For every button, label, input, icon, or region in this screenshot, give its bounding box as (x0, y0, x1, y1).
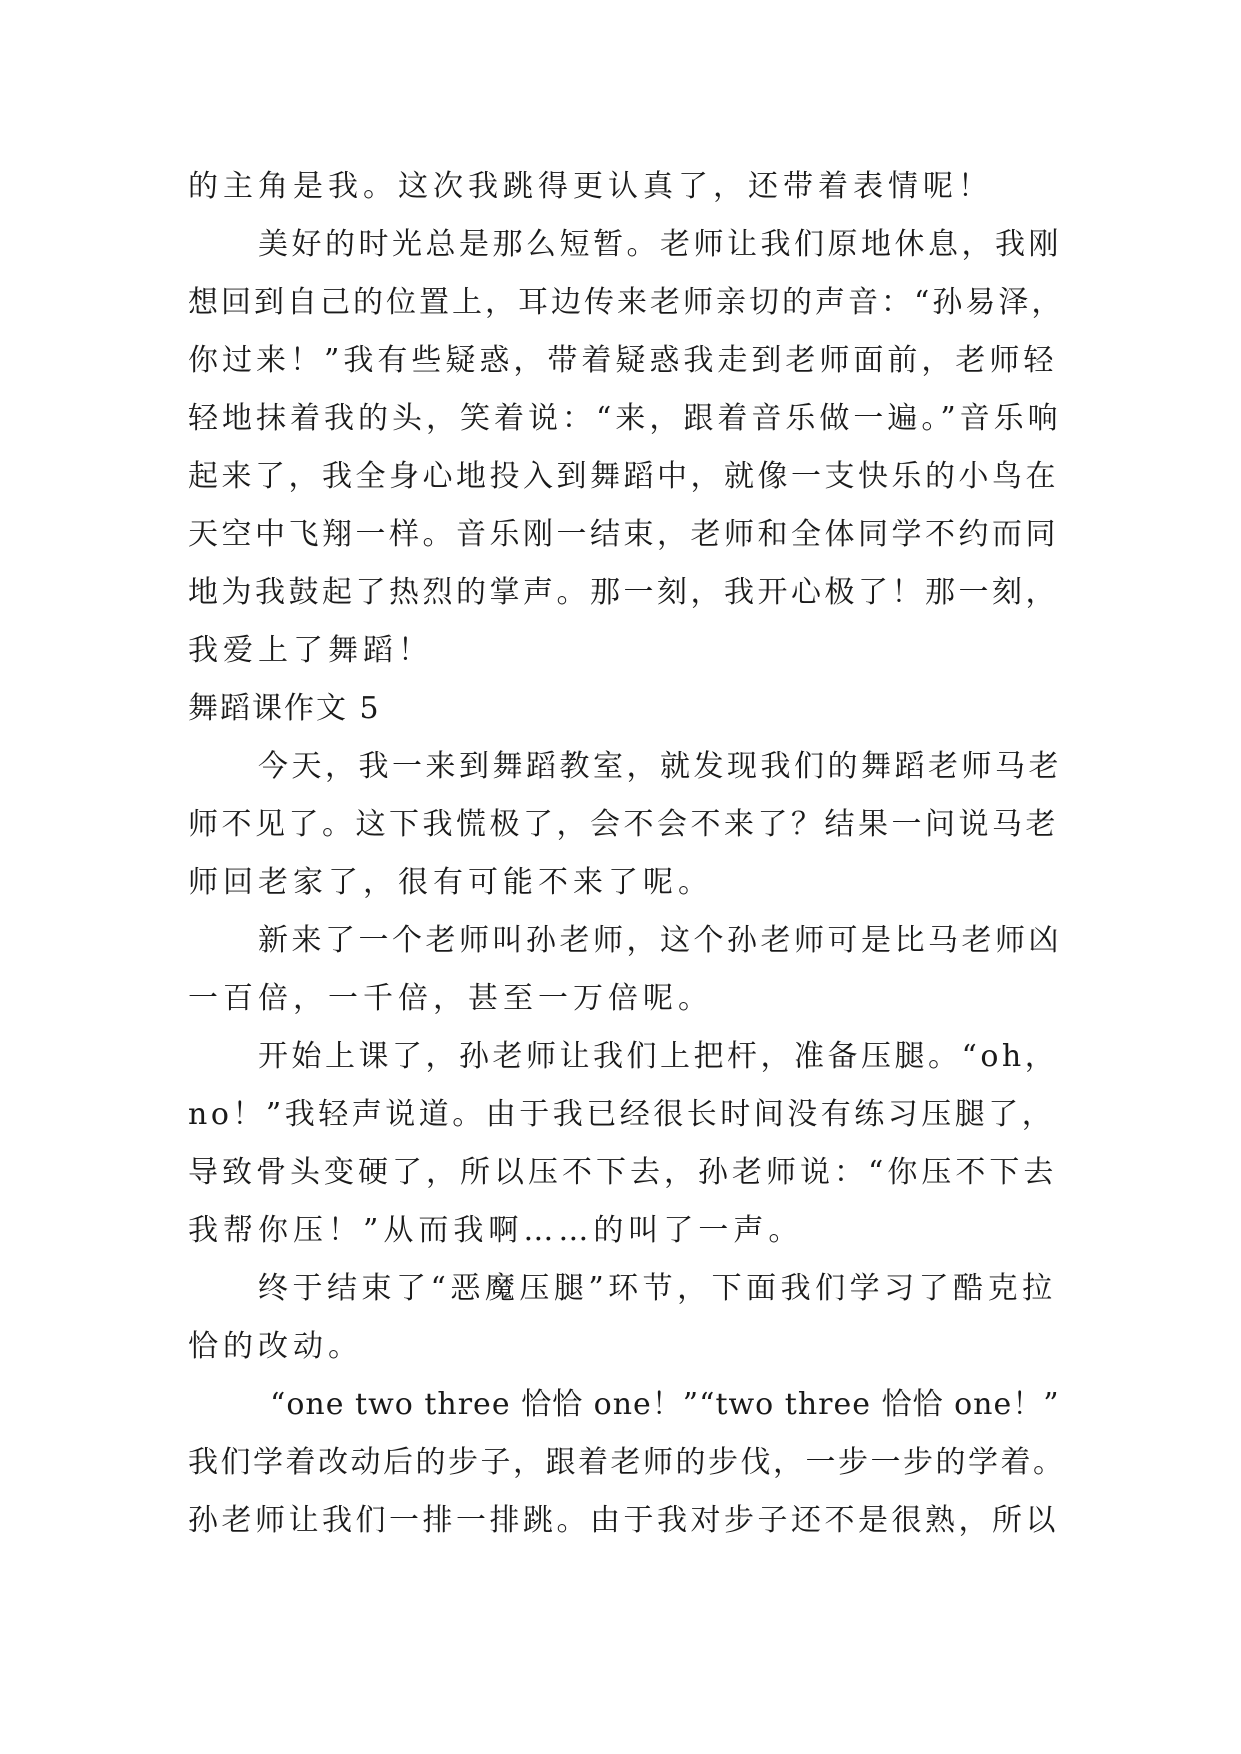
text-line: 想回到自己的位置上，耳边传来老师亲切的声音：“孙易泽， (188, 285, 1065, 320)
text-line: 我爱上了舞蹈！ (188, 633, 433, 668)
text-line: 孙老师让我们一排一排跳。由于我对步子还不是很熟，所以 (188, 1503, 1059, 1538)
text-line: 恰的改动。 (188, 1329, 363, 1364)
text-line: 的主角是我。这次我跳得更认真了，还带着表情呢！ (188, 169, 993, 204)
document-page (188, 158, 1068, 1550)
paragraph-start: 终于结束了“恶魔压腿”环节，下面我们学习了酷克拉 (258, 1271, 1057, 1306)
paragraph-start: 新来了一个老师叫孙老师，这个孙老师可是比马老师凶 (258, 923, 1062, 958)
text-line: 天空中飞翔一样。音乐刚一结束，老师和全体同学不约而同 (188, 517, 1059, 552)
text-line: 地为我鼓起了热烈的掌声。那一刻，我开心极了！那一刻， (188, 575, 1059, 610)
text-line: 一百倍，一千倍，甚至一万倍呢。 (188, 981, 713, 1016)
text-line: 师回老家了，很有可能不来了呢。 (188, 865, 713, 900)
text-line: 你过来！”我有些疑惑，带着疑惑我走到老师面前，老师轻 (188, 343, 1058, 378)
section-heading: 舞蹈课作文 5 (188, 691, 381, 726)
text-line: 我们学着改动后的步子，跟着老师的步伐，一步一步的学着。 (188, 1445, 1066, 1480)
paragraph-start: “one two three 恰恰 one！”“two three 恰恰 one！” (270, 1387, 1060, 1422)
paragraph-start: 美好的时光总是那么短暂。老师让我们原地休息，我刚 (258, 227, 1062, 262)
text-line: 师不见了。这下我慌极了，会不会不来了？结果一问说马老 (188, 807, 1059, 842)
paragraph-start: 开始上课了，孙老师让我们上把杆，准备压腿。“oh， (258, 1039, 1059, 1074)
text-line: no！”我轻声说道。由于我已经很长时间没有练习压腿了， (188, 1097, 1056, 1132)
text-line: 我帮你压！”从而我啊……的叫了一声。 (188, 1213, 804, 1248)
paragraph-start: 今天，我一来到舞蹈教室，就发现我们的舞蹈老师马老 (258, 749, 1062, 784)
text-line: 导致骨头变硬了，所以压不下去，孙老师说：“你压不下去 (188, 1155, 1058, 1190)
text-line: 起来了，我全身心地投入到舞蹈中，就像一支快乐的小鸟在 (188, 459, 1059, 494)
text-line: 轻地抹着我的头，笑着说：“来，跟着音乐做一遍。”音乐响 (188, 401, 1062, 436)
